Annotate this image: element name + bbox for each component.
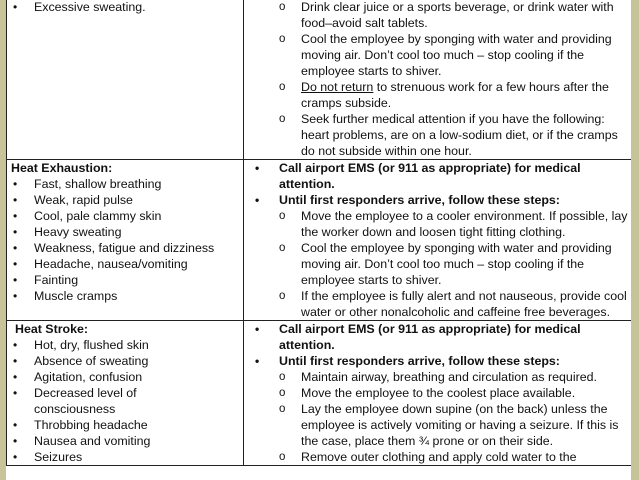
symptom-item: • Hot, dry, flushed skin	[7, 337, 243, 353]
cramps-steps	[244, 0, 631, 159]
symptom-item: • Heavy sweating	[7, 224, 243, 240]
symptom-item: • Weak, rapid pulse	[7, 192, 243, 208]
step-item: o Move the employee to the coolest place available.	[279, 385, 631, 401]
stroke-heading: Heat Stroke:	[15, 322, 88, 336]
exhaustion-heading: Heat Exhaustion:	[11, 161, 113, 175]
stroke-action-list	[244, 321, 631, 465]
exhaustion-symptom-list	[7, 176, 243, 304]
symptom-item: • Agitation, confusion	[7, 369, 243, 385]
exhaustion-steps	[244, 208, 631, 320]
exhaustion-symptoms-cell	[7, 160, 244, 321]
cramps-symptoms-cell	[7, 0, 244, 160]
cramps-steps-group	[244, 0, 631, 159]
step-item: o Move the employee to a cooler environment. If possible, lay the worker down and loosen tight fitting clothing.	[279, 208, 631, 240]
row-heat-cramps	[7, 0, 632, 160]
symptom-item: • Fast, shallow breathing	[7, 176, 243, 192]
exhaustion-actions-cell	[244, 160, 632, 321]
step-item: o Remove outer clothing and apply cold water to the	[279, 449, 631, 465]
symptom-item: • Weakness, fatigue and dizziness	[7, 240, 243, 256]
symptom-item: • Throbbing headache	[7, 417, 243, 433]
symptom-item: • Excessive sweating.	[7, 0, 243, 15]
document-page	[6, 0, 631, 480]
do-not-return-emphasis: Do not return	[301, 80, 374, 94]
step-item: o Cool the employee by sponging with water and providing moving air. Don’t cool too much – stop cooling if the employee starts to shiver.	[279, 31, 631, 79]
step-item: o If the employee is fully alert and not nauseous, provide cool water or other nonalcoholic and caffeine free beverages.	[279, 288, 631, 320]
call-ems-item: • Call airport EMS (or 911 as appropriate) for medical attention.	[244, 160, 631, 192]
symptom-item: • Nausea and vomiting	[7, 433, 243, 449]
symptom-item: • Absence of sweating	[7, 353, 243, 369]
step-item: o Maintain airway, breathing and circulation as required.	[279, 369, 631, 385]
step-text: to strenuous work for a few hours after the cramps subside.	[301, 80, 609, 110]
step-item	[279, 79, 631, 111]
step-item: o Lay the employee down supine (on the back) unless the employee is actively vomiting or having a seizure. If this is the case, place them ¾ prone or on their side.	[279, 401, 631, 449]
symptom-item: • Seizures	[7, 449, 243, 465]
step-item: o Seek further medical attention if you have the following: heart problems, are on a low-sodium diet, or if the cramps do not subside within one hour.	[279, 111, 631, 159]
cramps-action-list	[244, 0, 631, 159]
symptom-item: • Decreased level of consciousness	[7, 385, 164, 417]
row-heat-stroke	[7, 321, 632, 466]
symptom-item: • Cool, pale clammy skin	[7, 208, 243, 224]
first-responder-heading: Until first responders arrive, follow these steps:	[279, 193, 560, 207]
stroke-symptoms-cell	[7, 321, 244, 466]
first-responder-item	[244, 353, 631, 465]
stroke-symptom-list	[7, 337, 243, 465]
step-item: o Cool the employee by sponging with water and providing moving air. Don’t cool too much – stop cooling if the employee starts to shiver.	[279, 240, 631, 288]
row-heat-exhaustion	[7, 160, 632, 321]
call-ems-item: • Call airport EMS (or 911 as appropriate) for medical attention.	[244, 321, 631, 353]
symptom-item: • Fainting	[7, 272, 243, 288]
heat-illness-table	[6, 0, 631, 466]
exhaustion-action-list	[244, 160, 631, 320]
symptom-item: • Muscle cramps	[7, 288, 243, 304]
cramps-actions-cell	[244, 0, 632, 160]
step-item: o Drink clear juice or a sports beverage, or drink water with food–avoid salt tablets.	[279, 0, 631, 31]
first-responder-item	[244, 192, 631, 320]
first-responder-heading: Until first responders arrive, follow these steps:	[279, 354, 560, 368]
cramps-symptom-list	[7, 0, 243, 15]
stroke-steps	[244, 369, 631, 465]
stroke-actions-cell	[244, 321, 632, 466]
symptom-item: • Headache, nausea/vomiting	[7, 256, 243, 272]
